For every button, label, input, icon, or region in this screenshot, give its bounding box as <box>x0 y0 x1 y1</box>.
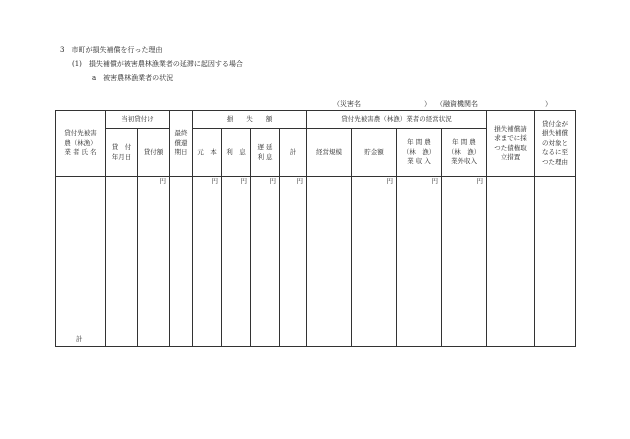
institution-name-close: ） <box>545 100 552 108</box>
collection-measures-cell <box>487 177 535 347</box>
late-interest-cell: 円 <box>251 177 280 347</box>
savings-cell: 円 <box>352 177 397 347</box>
header-other-income: 年 間 農 （林 漁） 業外収入 <box>442 129 487 177</box>
total-label-cell: 計 <box>56 177 106 347</box>
header-late-interest: 遅 延 利 息 <box>251 129 280 177</box>
header-principal: 元 本 <box>193 129 222 177</box>
header-collection-measures: 損失補償請 求までに採 つた債権取 立措置 <box>487 111 535 177</box>
header-loan-date: 貸 付 年月日 <box>106 129 138 177</box>
subsection-heading: (1) 損失補償が被害農林漁業者の延滞に起因する場合 <box>72 60 243 68</box>
header-final-due-date: 最終 償還 期日 <box>170 111 193 177</box>
header-loan-amount: 貸付額 <box>138 129 170 177</box>
header-borrower-name: 貸付先被害 農（林漁） 業 者 氏 名 <box>56 111 106 177</box>
header-farm-income: 年 間 農 （林 漁） 業 収 入 <box>397 129 442 177</box>
loan-amount-cell: 円 <box>138 177 170 347</box>
header-management-status: 貸付先被害農（林漁）業者の経営状況 <box>307 111 487 129</box>
header-management-scale: 経営規模 <box>307 129 352 177</box>
compensation-reason-cell <box>535 177 576 347</box>
header-compensation-reason: 貸付金が 損失補償 の対象と なるに至 つた理由 <box>535 111 576 177</box>
header-savings: 貯金額 <box>352 129 397 177</box>
farm-income-cell: 円 <box>397 177 442 347</box>
final-due-cell <box>170 177 193 347</box>
loss-compensation-table <box>55 110 576 347</box>
header-total: 計 <box>280 129 307 177</box>
header-interest: 利 息 <box>222 129 251 177</box>
management-scale-cell <box>307 177 352 347</box>
item-heading: a 被害農林漁業者の状況 <box>92 74 174 82</box>
header-initial-loan: 当初貸付け <box>106 111 170 129</box>
loan-date-cell <box>106 177 138 347</box>
principal-cell: 円 <box>193 177 222 347</box>
disaster-name-open: （災害名 <box>333 100 361 108</box>
disaster-name-close: ） <box>424 100 431 108</box>
header-loss-amount: 損 失 額 <box>193 111 307 129</box>
other-income-cell: 円 <box>442 177 487 347</box>
interest-cell: 円 <box>222 177 251 347</box>
total-cell: 円 <box>280 177 307 347</box>
section-heading: 3 市町が損失補償を行った理由 <box>60 46 163 54</box>
institution-name-open: （融資機関名 <box>436 100 478 108</box>
